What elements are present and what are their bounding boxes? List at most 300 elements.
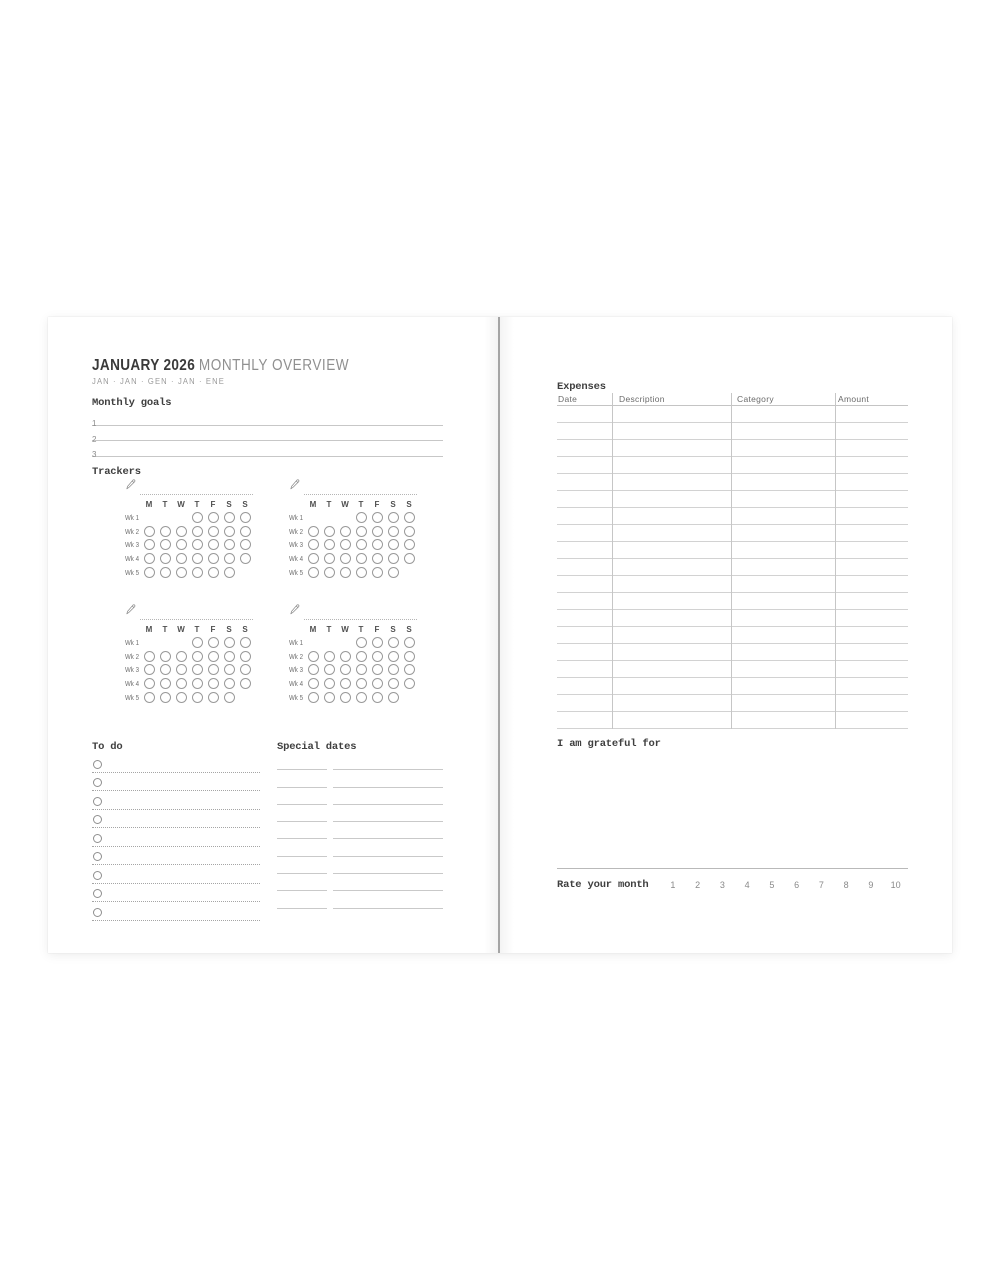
tracker-day-cell bbox=[401, 512, 417, 523]
special-date-field[interactable] bbox=[277, 839, 327, 856]
tracker-day-circle[interactable] bbox=[340, 539, 351, 550]
tracker-day-cell bbox=[237, 651, 253, 662]
tracker-day-circle[interactable] bbox=[144, 553, 155, 564]
day-header: T bbox=[358, 500, 364, 509]
week-label: Wk 4 bbox=[125, 554, 140, 564]
tracker-day-circle[interactable] bbox=[340, 526, 351, 537]
todo-line[interactable] bbox=[92, 884, 260, 903]
tracker-name-row bbox=[289, 481, 417, 495]
tracker-day-circle[interactable] bbox=[340, 664, 351, 675]
tracker-day-circle[interactable] bbox=[240, 553, 251, 564]
special-date-field[interactable] bbox=[277, 891, 327, 908]
rate-value[interactable]: 4 bbox=[744, 880, 750, 890]
special-date-line[interactable] bbox=[277, 891, 443, 908]
tracker-day-cell bbox=[189, 539, 205, 550]
goal-number: 2 bbox=[92, 434, 97, 444]
rate-label: Rate your month bbox=[557, 879, 649, 891]
tracker-day-circle[interactable] bbox=[404, 678, 415, 689]
tracker-day-cell bbox=[173, 678, 189, 689]
tracker-day-circle[interactable] bbox=[356, 539, 367, 550]
tracker-day-circle[interactable] bbox=[144, 651, 155, 662]
special-date-field[interactable] bbox=[277, 857, 327, 874]
tracker-day-circle[interactable] bbox=[144, 539, 155, 550]
tracker-name-line[interactable] bbox=[304, 483, 417, 495]
tracker-day-header-row bbox=[289, 623, 417, 636]
tracker-day-cell bbox=[221, 512, 237, 523]
special-date-field[interactable] bbox=[277, 822, 327, 839]
tracker-day-cell bbox=[205, 637, 221, 648]
tracker-day-cell bbox=[401, 664, 417, 675]
tracker-name-line[interactable] bbox=[140, 483, 253, 495]
tracker-day-circle[interactable] bbox=[176, 553, 187, 564]
tracker-day-circle[interactable] bbox=[192, 692, 203, 703]
tracker-day-circle[interactable] bbox=[160, 553, 171, 564]
tracker-day-circle[interactable] bbox=[160, 567, 171, 578]
tracker-day-circle[interactable] bbox=[224, 539, 235, 550]
day-header: F bbox=[210, 500, 216, 509]
tracker-day-cell bbox=[385, 567, 401, 578]
special-date-line[interactable] bbox=[277, 770, 443, 787]
tracker-day-circle[interactable] bbox=[308, 664, 319, 675]
expense-row[interactable] bbox=[557, 678, 908, 695]
day-header: S bbox=[242, 500, 248, 509]
tracker-day-cell bbox=[385, 553, 401, 564]
tracker-day-circle[interactable] bbox=[372, 637, 383, 648]
tracker-day-circle[interactable] bbox=[224, 526, 235, 537]
tracker-day-circle[interactable] bbox=[144, 664, 155, 675]
week-label: Wk 1 bbox=[125, 513, 140, 523]
page-divider bbox=[498, 317, 500, 953]
special-date-description-field[interactable] bbox=[333, 874, 443, 891]
tracker-day-cell bbox=[353, 512, 369, 523]
tracker-name-line[interactable] bbox=[140, 608, 253, 620]
pencil-icon bbox=[289, 477, 300, 495]
tracker-day-circle[interactable] bbox=[404, 664, 415, 675]
tracker-day-circle[interactable] bbox=[388, 637, 399, 648]
tracker-day-circle[interactable] bbox=[388, 512, 399, 523]
rate-value[interactable]: 1 bbox=[670, 880, 676, 890]
tracker-day-circle[interactable] bbox=[208, 664, 219, 675]
tracker-day-circle[interactable] bbox=[324, 539, 335, 550]
tracker-day-circle[interactable] bbox=[372, 664, 383, 675]
todo-checkbox[interactable] bbox=[93, 834, 102, 843]
gutter-shade bbox=[484, 317, 498, 953]
tracker-day-circle[interactable] bbox=[192, 553, 203, 564]
tracker-week-row bbox=[125, 511, 253, 525]
tracker-day-circle[interactable] bbox=[372, 567, 383, 578]
tracker-day-circle[interactable] bbox=[208, 651, 219, 662]
tracker-day-circle[interactable] bbox=[144, 567, 155, 578]
tracker-week-row bbox=[289, 538, 417, 552]
expense-row[interactable] bbox=[557, 457, 908, 474]
todo-label: To do bbox=[92, 741, 123, 753]
tracker-day-circle[interactable] bbox=[356, 692, 367, 703]
tracker-day-cell bbox=[305, 664, 321, 675]
expense-row[interactable] bbox=[557, 576, 908, 593]
tracker-day-circle[interactable] bbox=[160, 664, 171, 675]
special-date-description-field[interactable] bbox=[333, 805, 443, 822]
tracker-day-cell bbox=[353, 567, 369, 578]
special-date-field[interactable] bbox=[277, 874, 327, 891]
tracker-day-circle[interactable] bbox=[324, 553, 335, 564]
tracker-day-circle[interactable] bbox=[160, 526, 171, 537]
expense-row[interactable] bbox=[557, 474, 908, 491]
tracker-day-circle[interactable] bbox=[372, 512, 383, 523]
goal-line[interactable] bbox=[92, 410, 443, 426]
tracker-day-cell bbox=[173, 526, 189, 537]
week-label: Wk 2 bbox=[125, 526, 140, 536]
tracker-day-circle[interactable] bbox=[224, 664, 235, 675]
tracker-day-circle[interactable] bbox=[404, 512, 415, 523]
tracker-day-circle[interactable] bbox=[192, 637, 203, 648]
tracker-week-row bbox=[289, 525, 417, 539]
tracker-day-circle[interactable] bbox=[176, 692, 187, 703]
todo-checkbox[interactable] bbox=[93, 889, 102, 898]
tracker-day-circle[interactable] bbox=[308, 567, 319, 578]
expense-row[interactable] bbox=[557, 559, 908, 576]
tracker-day-cell bbox=[189, 678, 205, 689]
tracker-day-circle[interactable] bbox=[340, 651, 351, 662]
tracker-day-circle[interactable] bbox=[208, 567, 219, 578]
tracker-day-circle[interactable] bbox=[372, 539, 383, 550]
tracker-day-circle[interactable] bbox=[240, 651, 251, 662]
tracker-day-header-row bbox=[289, 498, 417, 511]
tracker-day-cell bbox=[221, 553, 237, 564]
tracker-day-cell bbox=[221, 692, 237, 703]
tracker-day-circle[interactable] bbox=[372, 692, 383, 703]
day-header: S bbox=[226, 624, 232, 634]
tracker-day-circle[interactable] bbox=[356, 651, 367, 662]
tracker-day-circle[interactable] bbox=[324, 678, 335, 689]
tracker-day-circle[interactable] bbox=[224, 512, 235, 523]
tracker-day-cell bbox=[157, 678, 173, 689]
tracker-day-circle[interactable] bbox=[308, 692, 319, 703]
tracker-day-circle[interactable] bbox=[208, 512, 219, 523]
tracker-day-circle[interactable] bbox=[208, 678, 219, 689]
tracker-day-circle[interactable] bbox=[208, 539, 219, 550]
rate-value[interactable]: 6 bbox=[794, 880, 800, 890]
tracker-day-circle[interactable] bbox=[324, 567, 335, 578]
tracker-day-circle[interactable] bbox=[208, 553, 219, 564]
tracker-day-circle[interactable] bbox=[356, 526, 367, 537]
todo-checkbox[interactable] bbox=[93, 908, 102, 917]
tracker-day-cell bbox=[189, 553, 205, 564]
tracker-day-circle[interactable] bbox=[388, 553, 399, 564]
tracker-day-header-row bbox=[125, 498, 253, 511]
expense-row[interactable] bbox=[557, 406, 908, 423]
tracker-day-circle[interactable] bbox=[160, 692, 171, 703]
tracker-day-circle[interactable] bbox=[176, 539, 187, 550]
tracker-day-circle[interactable] bbox=[340, 692, 351, 703]
tracker-day-circle[interactable] bbox=[388, 526, 399, 537]
tracker-day-circle[interactable] bbox=[308, 539, 319, 550]
tracker-day-circle[interactable] bbox=[404, 526, 415, 537]
tracker-day-circle[interactable] bbox=[308, 526, 319, 537]
tracker-week-row bbox=[125, 650, 253, 664]
tracker-day-circle[interactable] bbox=[308, 678, 319, 689]
special-date-line[interactable] bbox=[277, 753, 443, 770]
expense-row[interactable] bbox=[557, 695, 908, 712]
tracker-table bbox=[289, 498, 417, 579]
todo-checkbox[interactable] bbox=[93, 797, 102, 806]
tracker-day-circle[interactable] bbox=[308, 553, 319, 564]
tracker-day-circle[interactable] bbox=[372, 526, 383, 537]
expenses-column-header: Category bbox=[737, 394, 774, 404]
tracker-day-cell bbox=[369, 526, 385, 537]
special-date-description-field[interactable] bbox=[333, 770, 443, 787]
goal-line[interactable] bbox=[92, 426, 443, 442]
tracker-day-circle[interactable] bbox=[192, 512, 203, 523]
tracker-day-circle[interactable] bbox=[192, 567, 203, 578]
expense-row[interactable] bbox=[557, 644, 908, 661]
tracker-day-circle[interactable] bbox=[224, 678, 235, 689]
day-header: F bbox=[374, 500, 380, 509]
special-date-line[interactable] bbox=[277, 839, 443, 856]
todo-line[interactable] bbox=[92, 865, 260, 884]
expense-row[interactable] bbox=[557, 712, 908, 729]
tracker-day-cell bbox=[221, 678, 237, 689]
tracker-day-cell bbox=[337, 526, 353, 537]
tracker-day-cell bbox=[141, 692, 157, 703]
tracker-day-circle[interactable] bbox=[144, 692, 155, 703]
tracker-day-circle[interactable] bbox=[176, 526, 187, 537]
tracker-table bbox=[289, 623, 417, 704]
tracker-day-circle[interactable] bbox=[372, 553, 383, 564]
tracker-day-circle[interactable] bbox=[388, 664, 399, 675]
tracker-day-circle[interactable] bbox=[208, 637, 219, 648]
special-date-field[interactable] bbox=[277, 805, 327, 822]
tracker-day-circle[interactable] bbox=[144, 526, 155, 537]
tracker-day-circle[interactable] bbox=[160, 651, 171, 662]
special-dates-rows bbox=[277, 753, 443, 909]
rate-value[interactable]: 5 bbox=[769, 880, 775, 890]
tracker-table bbox=[125, 623, 253, 704]
special-date-description-field[interactable] bbox=[333, 839, 443, 856]
todo-checkbox[interactable] bbox=[93, 852, 102, 861]
tracker-day-circle[interactable] bbox=[192, 678, 203, 689]
tracker-day-circle[interactable] bbox=[340, 678, 351, 689]
tracker-day-circle[interactable] bbox=[356, 553, 367, 564]
tracker-day-circle[interactable] bbox=[208, 526, 219, 537]
tracker-day-circle[interactable] bbox=[176, 651, 187, 662]
tracker-day-cell bbox=[205, 526, 221, 537]
tracker-day-cell bbox=[221, 526, 237, 537]
tracker-day-circle[interactable] bbox=[404, 651, 415, 662]
tracker-day-circle[interactable] bbox=[160, 539, 171, 550]
special-date-description-field[interactable] bbox=[333, 753, 443, 770]
tracker-day-cell bbox=[337, 539, 353, 550]
special-date-field[interactable] bbox=[277, 770, 327, 787]
expense-row[interactable] bbox=[557, 491, 908, 508]
tracker-day-cell bbox=[321, 567, 337, 578]
todo-line[interactable] bbox=[92, 847, 260, 866]
expense-row[interactable] bbox=[557, 440, 908, 457]
tracker-day-circle[interactable] bbox=[176, 664, 187, 675]
tracker-day-circle[interactable] bbox=[324, 651, 335, 662]
tracker-day-cell bbox=[157, 692, 173, 703]
tracker-day-circle[interactable] bbox=[176, 678, 187, 689]
tracker-day-cell bbox=[385, 526, 401, 537]
special-date-field[interactable] bbox=[277, 788, 327, 805]
week-label: Wk 2 bbox=[289, 526, 304, 536]
tracker-day-circle[interactable] bbox=[388, 678, 399, 689]
special-date-line[interactable] bbox=[277, 822, 443, 839]
tracker-day-circle[interactable] bbox=[356, 678, 367, 689]
todo-line[interactable] bbox=[92, 810, 260, 829]
tracker-day-circle[interactable] bbox=[224, 637, 235, 648]
week-label: Wk 3 bbox=[125, 540, 140, 550]
tracker-day-circle[interactable] bbox=[240, 512, 251, 523]
tracker-day-cell bbox=[141, 678, 157, 689]
expense-row[interactable] bbox=[557, 627, 908, 644]
expense-row[interactable] bbox=[557, 423, 908, 440]
tracker-day-circle[interactable] bbox=[176, 567, 187, 578]
expense-row[interactable] bbox=[557, 542, 908, 559]
todo-checkbox[interactable] bbox=[93, 778, 102, 787]
tracker-week-row bbox=[125, 636, 253, 650]
grateful-label: I am grateful for bbox=[557, 738, 661, 750]
tracker-day-circle[interactable] bbox=[240, 664, 251, 675]
pencil-icon bbox=[289, 602, 300, 620]
tracker-day-circle[interactable] bbox=[224, 553, 235, 564]
todo-line[interactable] bbox=[92, 773, 260, 792]
tracker-day-cell bbox=[385, 637, 401, 648]
tracker-day-circle[interactable] bbox=[388, 692, 399, 703]
tracker-day-circle[interactable] bbox=[192, 664, 203, 675]
tracker-day-circle[interactable] bbox=[240, 539, 251, 550]
tracker-day-cell bbox=[189, 637, 205, 648]
tracker-day-cell bbox=[237, 678, 253, 689]
todo-line[interactable] bbox=[92, 754, 260, 773]
tracker-day-circle[interactable] bbox=[340, 567, 351, 578]
tracker-day-circle[interactable] bbox=[308, 651, 319, 662]
right-page bbox=[557, 317, 908, 953]
rate-value[interactable]: 7 bbox=[818, 880, 824, 890]
rate-value[interactable]: 10 bbox=[890, 880, 901, 890]
tracker-day-circle[interactable] bbox=[240, 637, 251, 648]
todo-checkbox[interactable] bbox=[93, 815, 102, 824]
tracker-day-circle[interactable] bbox=[388, 651, 399, 662]
expense-row[interactable] bbox=[557, 525, 908, 542]
tracker-day-circle[interactable] bbox=[404, 553, 415, 564]
tracker-day-cell bbox=[189, 651, 205, 662]
tracker-day-circle[interactable] bbox=[144, 678, 155, 689]
rate-value[interactable]: 9 bbox=[868, 880, 874, 890]
tracker-day-cell bbox=[221, 651, 237, 662]
tracker-day-cell bbox=[321, 692, 337, 703]
tracker-day-circle[interactable] bbox=[324, 664, 335, 675]
rate-value[interactable]: 2 bbox=[695, 880, 701, 890]
day-header: F bbox=[210, 624, 216, 634]
tracker-day-cell bbox=[305, 567, 321, 578]
pencil-icon bbox=[125, 477, 136, 495]
rate-scale bbox=[661, 880, 908, 890]
tracker-week-row bbox=[125, 565, 253, 579]
rate-value[interactable]: 8 bbox=[843, 880, 849, 890]
special-date-line[interactable] bbox=[277, 857, 443, 874]
todo-line[interactable] bbox=[92, 902, 260, 921]
tracker-day-cell bbox=[305, 526, 321, 537]
tracker-day-circle[interactable] bbox=[356, 664, 367, 675]
tracker-day-circle[interactable] bbox=[208, 692, 219, 703]
tracker-table bbox=[125, 498, 253, 579]
rate-value[interactable]: 3 bbox=[719, 880, 725, 890]
expense-row[interactable] bbox=[557, 610, 908, 627]
tracker-day-cell bbox=[401, 526, 417, 537]
tracker-day-circle[interactable] bbox=[324, 692, 335, 703]
special-date-field[interactable] bbox=[277, 753, 327, 770]
tracker-day-cell bbox=[141, 539, 157, 550]
todo-line[interactable] bbox=[92, 791, 260, 810]
tracker-day-circle[interactable] bbox=[356, 637, 367, 648]
rate-section bbox=[557, 868, 908, 891]
tracker-day-circle[interactable] bbox=[356, 512, 367, 523]
todo-checkbox[interactable] bbox=[93, 871, 102, 880]
expense-row[interactable] bbox=[557, 508, 908, 525]
special-date-description-field[interactable] bbox=[333, 822, 443, 839]
tracker-name-line[interactable] bbox=[304, 608, 417, 620]
gutter-shade bbox=[500, 317, 514, 953]
tracker-day-circle[interactable] bbox=[192, 539, 203, 550]
tracker-day-circle[interactable] bbox=[224, 567, 235, 578]
expenses-header-row bbox=[557, 394, 908, 406]
tracker-day-circle[interactable] bbox=[240, 678, 251, 689]
tracker-day-circle[interactable] bbox=[160, 678, 171, 689]
special-date-line[interactable] bbox=[277, 805, 443, 822]
day-header: T bbox=[194, 500, 200, 509]
trackers-label: Trackers bbox=[92, 466, 141, 478]
day-header: T bbox=[162, 624, 168, 634]
week-label: Wk 1 bbox=[289, 513, 304, 523]
tracker-day-circle[interactable] bbox=[192, 526, 203, 537]
tracker-day-circle[interactable] bbox=[404, 539, 415, 550]
todo-checkbox[interactable] bbox=[93, 760, 102, 769]
day-header: W bbox=[177, 624, 185, 634]
tracker-name-row bbox=[125, 606, 253, 620]
todo-line[interactable] bbox=[92, 828, 260, 847]
tracker-day-circle[interactable] bbox=[340, 553, 351, 564]
special-date-description-field[interactable] bbox=[333, 788, 443, 805]
tracker-day-cell bbox=[189, 692, 205, 703]
expenses-column-header: Description bbox=[619, 394, 665, 404]
expenses-column-header: Date bbox=[558, 394, 578, 404]
tracker-grid bbox=[125, 481, 417, 704]
special-date-line[interactable] bbox=[277, 788, 443, 805]
tracker-day-cell bbox=[353, 664, 369, 675]
tracker-day-circle[interactable] bbox=[324, 526, 335, 537]
special-date-line[interactable] bbox=[277, 874, 443, 891]
tracker-day-circle[interactable] bbox=[224, 692, 235, 703]
expense-row[interactable] bbox=[557, 661, 908, 678]
tracker-day-circle[interactable] bbox=[240, 526, 251, 537]
tracker-day-circle[interactable] bbox=[372, 651, 383, 662]
expense-row[interactable] bbox=[557, 593, 908, 610]
tracker-day-circle[interactable] bbox=[372, 678, 383, 689]
tracker-day-circle[interactable] bbox=[224, 651, 235, 662]
special-date-description-field[interactable] bbox=[333, 891, 443, 908]
tracker-day-cell bbox=[173, 553, 189, 564]
tracker-day-circle[interactable] bbox=[356, 567, 367, 578]
tracker-day-circle[interactable] bbox=[388, 567, 399, 578]
tracker-day-circle[interactable] bbox=[404, 637, 415, 648]
tracker-day-circle[interactable] bbox=[192, 651, 203, 662]
tracker-day-circle[interactable] bbox=[388, 539, 399, 550]
expenses-label: Expenses bbox=[557, 381, 606, 393]
week-label: Wk 5 bbox=[125, 567, 140, 577]
special-date-description-field[interactable] bbox=[333, 857, 443, 874]
planner-spread bbox=[48, 317, 952, 953]
goal-line[interactable] bbox=[92, 441, 443, 457]
